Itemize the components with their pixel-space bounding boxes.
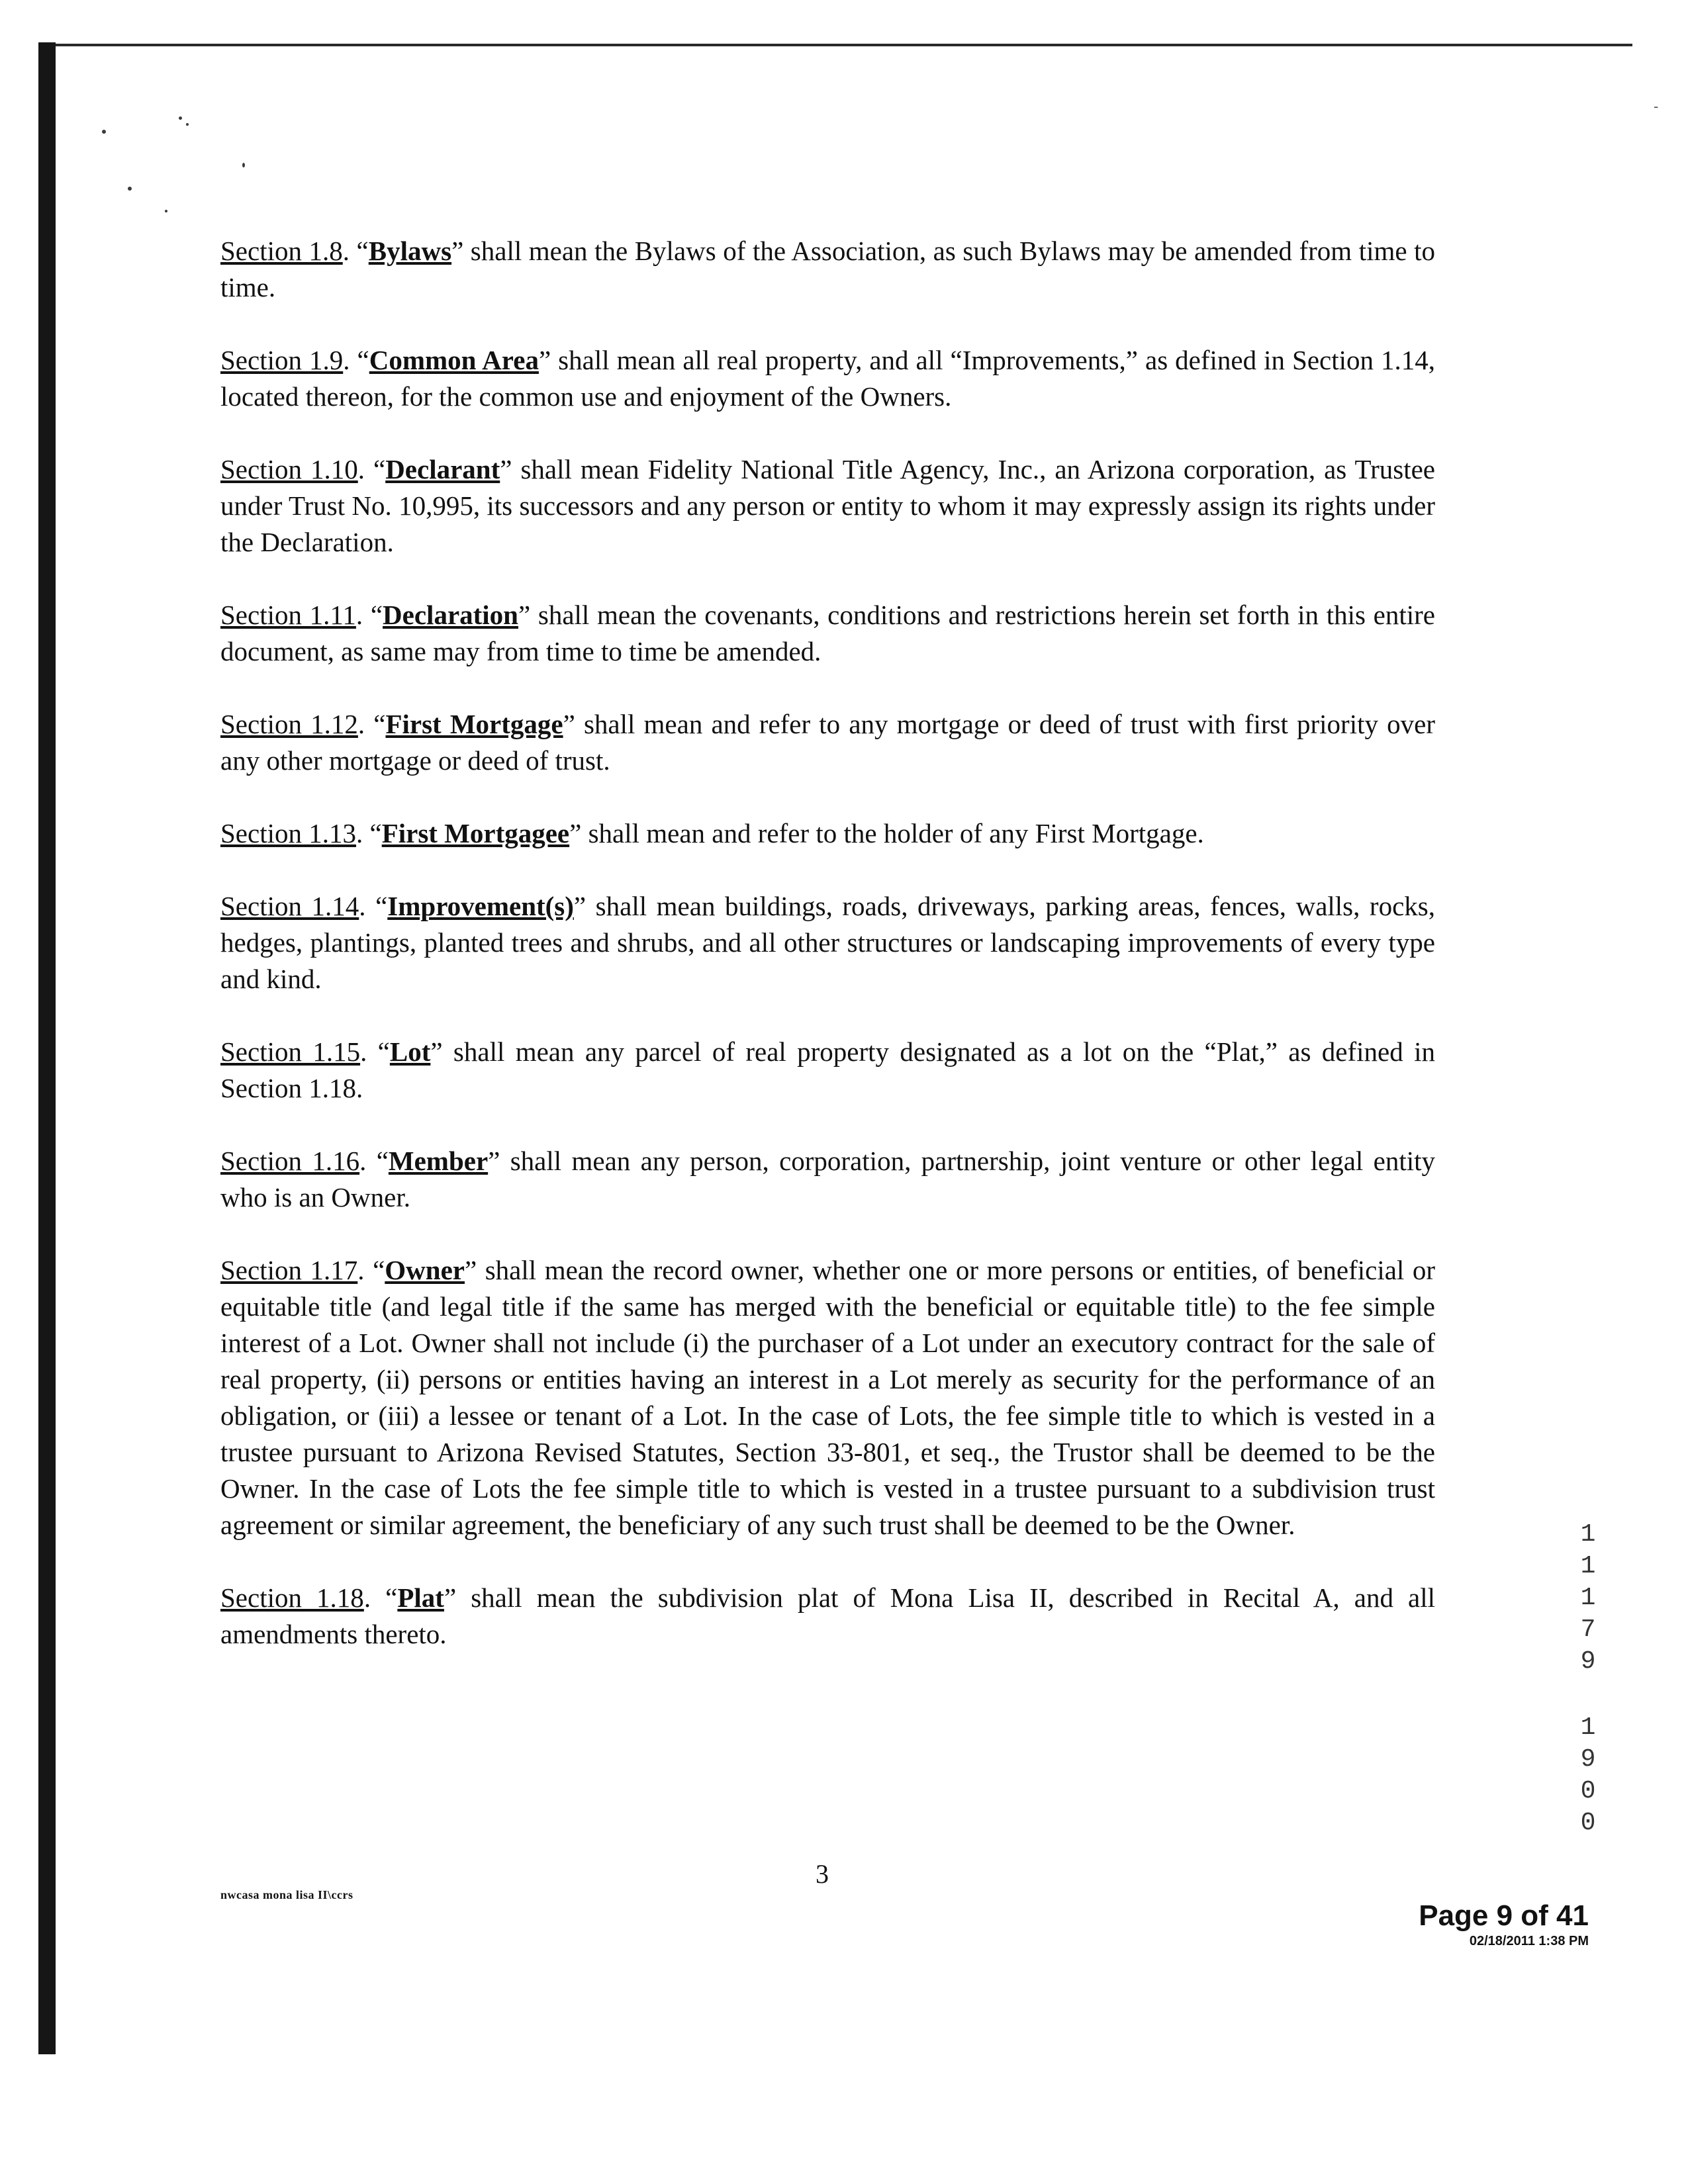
scan-top-rule xyxy=(56,44,1632,46)
recording-number-digit: 9 xyxy=(1580,1647,1596,1676)
scan-speck xyxy=(179,116,182,120)
section-label: Section 1.13 xyxy=(220,818,356,848)
section-label: Section 1.17 xyxy=(220,1255,358,1285)
definition-section: Section 1.8. “Bylaws” shall mean the Bylaws of the Association, as such Bylaws may be amended from time to time. xyxy=(220,236,1435,302)
definition-section: Section 1.14. “Improvement(s)” shall mean buildings, roads, driveways, parking areas, fences, walls, rocks, hedges, plantings, planted trees and shrubs, and all other structures or landscaping improvements of every type and kind. xyxy=(220,891,1435,994)
definition-text: shall mean the subdivision plat of Mona Lisa II, described in Recital A, and all amendments thereto. xyxy=(220,1582,1435,1649)
definition-text: shall mean any parcel of real property designated as a lot on the “Plat,” as defined in Section 1.18. xyxy=(220,1036,1435,1103)
definition-section: Section 1.15. “Lot” shall mean any parcel of real property designated as a lot on the “Plat,” as defined in Section 1.18. xyxy=(220,1036,1435,1103)
defined-term: Owner xyxy=(385,1255,465,1285)
defined-term: Declarant xyxy=(385,454,500,484)
scan-edge-mark: - xyxy=(1654,98,1659,114)
scan-speck xyxy=(186,123,189,126)
recording-number-vertical xyxy=(1571,1519,1605,1839)
recording-number-digit: 0 xyxy=(1580,1777,1596,1805)
recording-number-digit: 1 xyxy=(1580,1552,1596,1580)
section-label: Section 1.18 xyxy=(220,1582,364,1613)
defined-term: Bylaws xyxy=(368,236,452,266)
definition-text: shall mean all real property, and all “Improvements,” as defined in Section 1.14, located thereon, for the common use and enjoyment of the Owners. xyxy=(220,345,1436,412)
definition-text: shall mean any person, corporation, partnership, joint venture or other legal entity who is an Owner. xyxy=(220,1146,1436,1212)
scan-edge-bar xyxy=(38,42,56,2054)
defined-term: First Mortgage xyxy=(385,709,563,739)
section-label: Section 1.12 xyxy=(220,709,358,739)
recording-number-digit: 7 xyxy=(1580,1615,1596,1644)
defined-term: Member xyxy=(388,1146,489,1176)
definition-section: Section 1.18. “Plat” shall mean the subdivision plat of Mona Lisa II, described in Recital A, and all amendments thereto. xyxy=(220,1582,1435,1649)
definition-section: Section 1.17. “Owner” shall mean the record owner, whether one or more persons or entities, of beneficial or equitable title (and legal title if the same has merged with the beneficial or equitable title) to the fee simple interest of a Lot. Owner shall not include (i) the purchaser of a Lot under an executory contract for the sale of real property, (ii) persons or entities having an interest in a Lot merely as security for the performance of an obligation, or (iii) a lessee or tenant of a Lot. In the case of Lots, the fee simple title to which is vested in a trustee pursuant to Arizona Revised Statutes, Section 33-801, et seq., the Trustor shall be deemed to be the Owner. In the case of Lots the fee simple title to which is vested in a trustee pursuant to a subdivision trust agreement or similar agreement, the beneficiary of any such trust shall be deemed to be the Owner. xyxy=(220,1255,1436,1540)
recording-number-digit: 1 xyxy=(1580,1584,1596,1612)
defined-term: Lot xyxy=(389,1036,431,1067)
definition-text: shall mean the Bylaws of the Association, as such Bylaws may be amended from time to time. xyxy=(220,236,1435,302)
scan-speck xyxy=(165,210,167,212)
definition-text: shall mean buildings, roads, driveways, parking areas, fences, walls, rocks, hedges, plantings, planted trees and shrubs, and all other structures or landscaping improvements of every type and kind. xyxy=(220,891,1435,994)
definition-text: shall mean and refer to any mortgage or deed of trust with first priority over any other mortgage or deed of trust. xyxy=(220,709,1435,776)
section-label: Section 1.15 xyxy=(220,1036,361,1067)
recording-number-digit: 0 xyxy=(1580,1809,1596,1837)
definition-text: shall mean the record owner, whether one or more persons or entities, of beneficial or equitable title (and legal title if the same has merged with the beneficial or equitable title) to the fee simple interest of a Lot. Owner shall not include (i) the purchaser of a Lot under an executory contract for the sale of real property, (ii) persons or entities having an interest in a Lot merely as security for the performance of an obligation, or (iii) a lessee or tenant of a Lot. In the case of Lots, the fee simple title to which is vested in a trustee pursuant to Arizona Revised Statutes, Section 33-801, et seq., the Trustor shall be deemed to be the Owner. In the case of Lots the fee simple title to which is vested in a trustee pursuant to a subdivision trust agreement or similar agreement, the beneficiary of any such trust shall be deemed to be the Owner. xyxy=(220,1255,1436,1540)
section-label: Section 1.10 xyxy=(220,454,358,484)
defined-term: Improvement(s) xyxy=(387,891,574,921)
recording-number-digit: 1 xyxy=(1580,1713,1596,1742)
recording-number-digit: 9 xyxy=(1580,1745,1596,1774)
section-label: Section 1.9 xyxy=(220,345,344,375)
section-label: Section 1.14 xyxy=(220,891,359,921)
definition-text: shall mean Fidelity National Title Agency, Inc., an Arizona corporation, as Trustee under Trust No. 10,995, its successors and any person or entity to whom it may expressly assign its rights under the Declaration. xyxy=(220,454,1435,557)
scan-speck xyxy=(242,163,245,167)
defined-term: Common Area xyxy=(369,345,539,375)
definition-section: Section 1.16. “Member” shall mean any person, corporation, partnership, joint venture or other legal entity who is an Owner. xyxy=(220,1146,1436,1212)
definition-section: Section 1.9. “Common Area” shall mean all real property, and all “Improvements,” as defined in Section 1.14, located thereon, for the common use and enjoyment of the Owners. xyxy=(220,345,1436,412)
scan-speck xyxy=(102,130,106,134)
definition-section: Section 1.10. “Declarant” shall mean Fidelity National Title Agency, Inc., an Arizona corporation, as Trustee under Trust No. 10,995, its successors and any person or entity to whom it may expressly assign its rights under the Declaration. xyxy=(220,454,1435,557)
defined-term: Plat xyxy=(397,1582,444,1613)
definition-section: Section 1.11. “Declaration” shall mean the covenants, conditions and restrictions herein set forth in this entire document, as same may from time to time be amended. xyxy=(220,600,1435,666)
definition-section: Section 1.13. “First Mortgagee” shall mean and refer to the holder of any First Mortgage. xyxy=(220,818,1204,848)
definition-section: Section 1.12. “First Mortgage” shall mean and refer to any mortgage or deed of trust with first priority over any other mortgage or deed of trust. xyxy=(220,709,1435,776)
definition-text: shall mean the covenants, conditions and restrictions herein set forth in this entire document, as same may from time to time be amended. xyxy=(220,600,1435,666)
defined-term: Declaration xyxy=(383,600,518,630)
definition-text: shall mean and refer to the holder of any First Mortgage. xyxy=(581,818,1204,848)
page-number: 3 xyxy=(816,1859,829,1889)
recording-stamp-page: Page 9 of 41 xyxy=(1419,1899,1589,1932)
section-label: Section 1.11 xyxy=(220,600,356,630)
defined-term: First Mortgagee xyxy=(381,818,570,848)
section-label: Section 1.16 xyxy=(220,1146,360,1176)
recording-stamp-datetime: 02/18/2011 1:38 PM xyxy=(1469,1934,1589,1948)
scan-speck xyxy=(128,187,132,191)
document-body xyxy=(220,233,1435,1653)
recording-number-digit: 1 xyxy=(1580,1520,1596,1549)
footer-file-reference: nwcasa mona lisa II\ccrs xyxy=(220,1888,353,1901)
section-label: Section 1.8 xyxy=(220,236,343,266)
